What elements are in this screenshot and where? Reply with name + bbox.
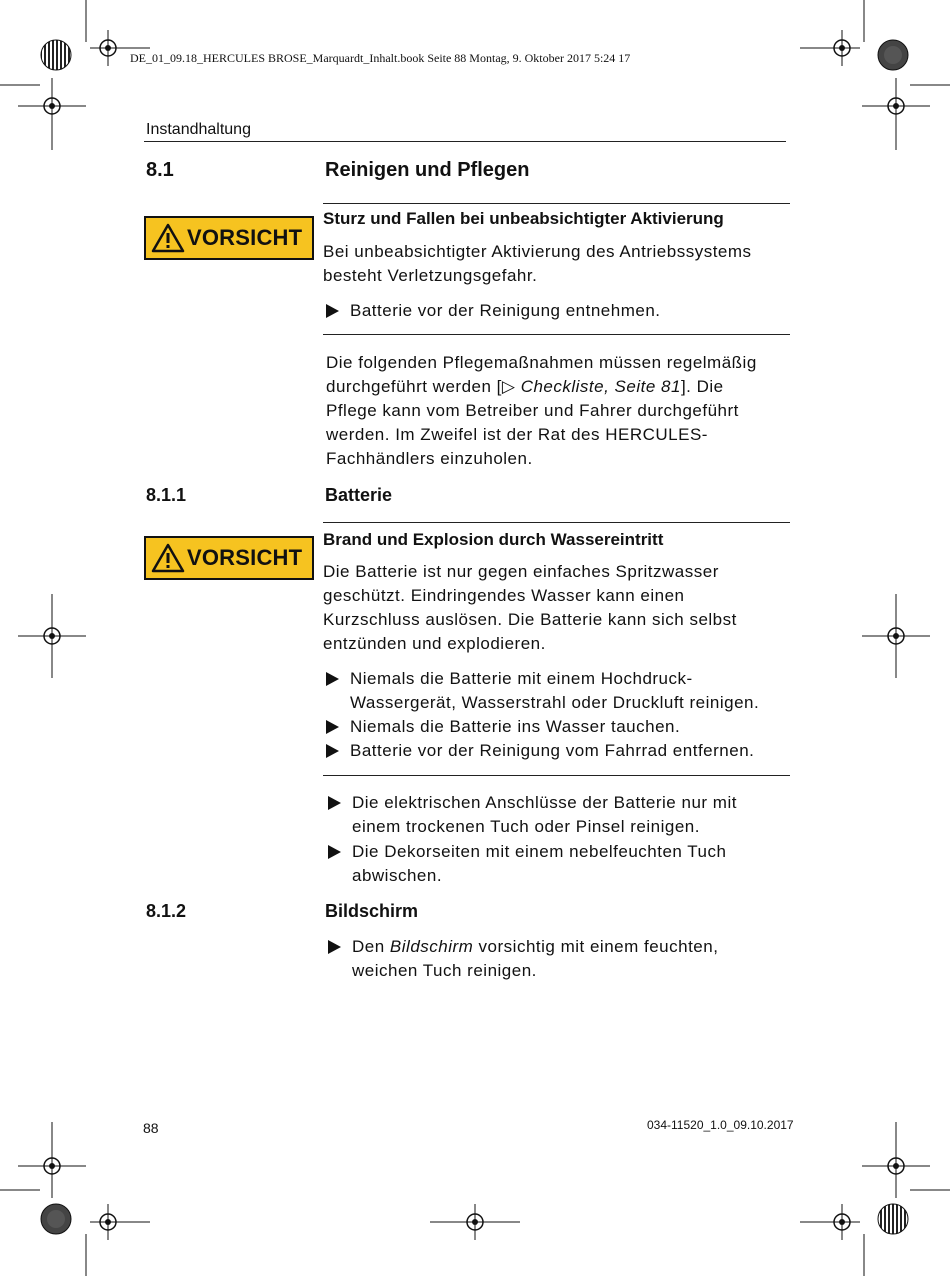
- warning-top-rule: [323, 522, 790, 523]
- subsection-number: 8.1.2: [146, 901, 187, 921]
- print-slug: DE_01_09.18_HERCULES BROSE_Marquardt_Inhalt.book Seite 88 Montag, 9. Oktober 2017 5:24 17: [130, 51, 631, 65]
- instruction-step-text: Die Dekorseiten mit einem nebelfeuchten Tuch: [352, 842, 727, 861]
- subsection-number: 8.1.1: [146, 485, 187, 505]
- warning-step: [326, 299, 661, 323]
- bullet-triangle-icon: [328, 940, 341, 954]
- intro-line-prefix: durchgeführt werden [: [326, 377, 502, 396]
- instruction-step: [328, 791, 737, 839]
- warning-bottom-rule: [323, 334, 790, 335]
- bullet-triangle-icon: [326, 304, 339, 318]
- step-text-emphasis: Bildschirm: [389, 937, 474, 956]
- subsection-title: Bildschirm: [325, 901, 419, 921]
- warning-heading: Sturz und Fallen bei unbeabsichtigter Aktivierung: [323, 209, 724, 228]
- intro-line-suffix: ]. Die: [680, 377, 724, 396]
- instruction-step-text: [352, 935, 718, 959]
- instruction-step: [328, 935, 718, 983]
- document-code: 034-11520_1.0_09.10.2017: [647, 1118, 794, 1132]
- warning-triangle-icon: [151, 223, 185, 253]
- bullet-triangle-icon: [326, 672, 339, 686]
- warning-text-line: besteht Verletzungsgefahr.: [323, 266, 538, 285]
- instruction-step-text: einem trockenen Tuch oder Pinsel reinigen.: [352, 817, 700, 836]
- subsection-title: Batterie: [325, 485, 393, 505]
- warning-badge: [144, 216, 314, 260]
- warning-step-text: Niemals die Batterie ins Wasser tauchen.: [350, 717, 681, 736]
- instruction-step-text: weichen Tuch reinigen.: [352, 961, 537, 980]
- section-title: Reinigen und Pflegen: [325, 159, 530, 181]
- intro-line: Die folgenden Pflegemaßnahmen müssen regelmäßig: [326, 353, 757, 372]
- warning-step-text: Wassergerät, Wasserstrahl oder Druckluft reinigen.: [350, 693, 760, 712]
- instruction-step-text: Die elektrischen Anschlüsse der Batterie nur mit: [352, 793, 737, 812]
- intro-line: werden. Im Zweifel ist der Rat des HERCULES-: [326, 425, 708, 444]
- intro-line-xref: [326, 375, 757, 399]
- instruction-step: [328, 840, 726, 888]
- warning-text-line: Kurzschluss auslösen. Die Batterie kann sich selbst: [323, 610, 737, 629]
- warning-badge: [144, 536, 314, 580]
- warning-heading: Brand und Explosion durch Wassereintritt: [323, 530, 664, 549]
- warning-step-text: Batterie vor der Reinigung entnehmen.: [350, 301, 661, 320]
- header-rule: [144, 141, 786, 142]
- bullet-triangle-icon: [326, 744, 339, 758]
- page-number: 88: [143, 1120, 159, 1136]
- warning-step-text: Batterie vor der Reinigung vom Fahrrad entfernen.: [350, 741, 755, 760]
- warning-text-line: Bei unbeabsichtigter Aktivierung des Antriebssystems: [323, 242, 752, 261]
- cross-reference-link[interactable]: Checkliste, Seite 81: [515, 377, 681, 396]
- warning-triangle-icon: [151, 543, 185, 573]
- bullet-triangle-icon: [326, 720, 339, 734]
- warning-bottom-rule: [323, 775, 790, 776]
- warning-step: [326, 739, 754, 763]
- warning-text: [323, 560, 737, 656]
- warning-text-line: Die Batterie ist nur gegen einfaches Spritzwasser: [323, 562, 719, 581]
- bullet-triangle-icon: [328, 796, 341, 810]
- intro-line: Pflege kann vom Betreiber und Fahrer durchgeführt: [326, 401, 739, 420]
- running-head: Instandhaltung: [146, 121, 251, 138]
- step-text-prefix: Den: [352, 937, 390, 956]
- intro-line: Fachhändlers einzuholen.: [326, 449, 533, 468]
- warning-step: [326, 715, 680, 739]
- warning-text-line: entzünden und explodieren.: [323, 634, 546, 653]
- warning-badge-label: VORSICHT: [187, 545, 303, 570]
- xref-arrow-icon: ▷: [501, 377, 516, 396]
- section-number: 8.1: [146, 159, 174, 181]
- warning-text-line: geschützt. Eindringendes Wasser kann einen: [323, 586, 685, 605]
- instruction-step-text: abwischen.: [352, 866, 443, 885]
- warning-step-text: Niemals die Batterie mit einem Hochdruck-: [350, 669, 693, 688]
- warning-badge-label: VORSICHT: [187, 225, 303, 250]
- warning-top-rule: [323, 203, 790, 204]
- warning-step: [326, 667, 759, 715]
- intro-paragraph: [326, 351, 757, 471]
- step-text-suffix: vorsichtig mit einem feuchten,: [473, 937, 719, 956]
- warning-text: [323, 240, 752, 288]
- bullet-triangle-icon: [328, 845, 341, 859]
